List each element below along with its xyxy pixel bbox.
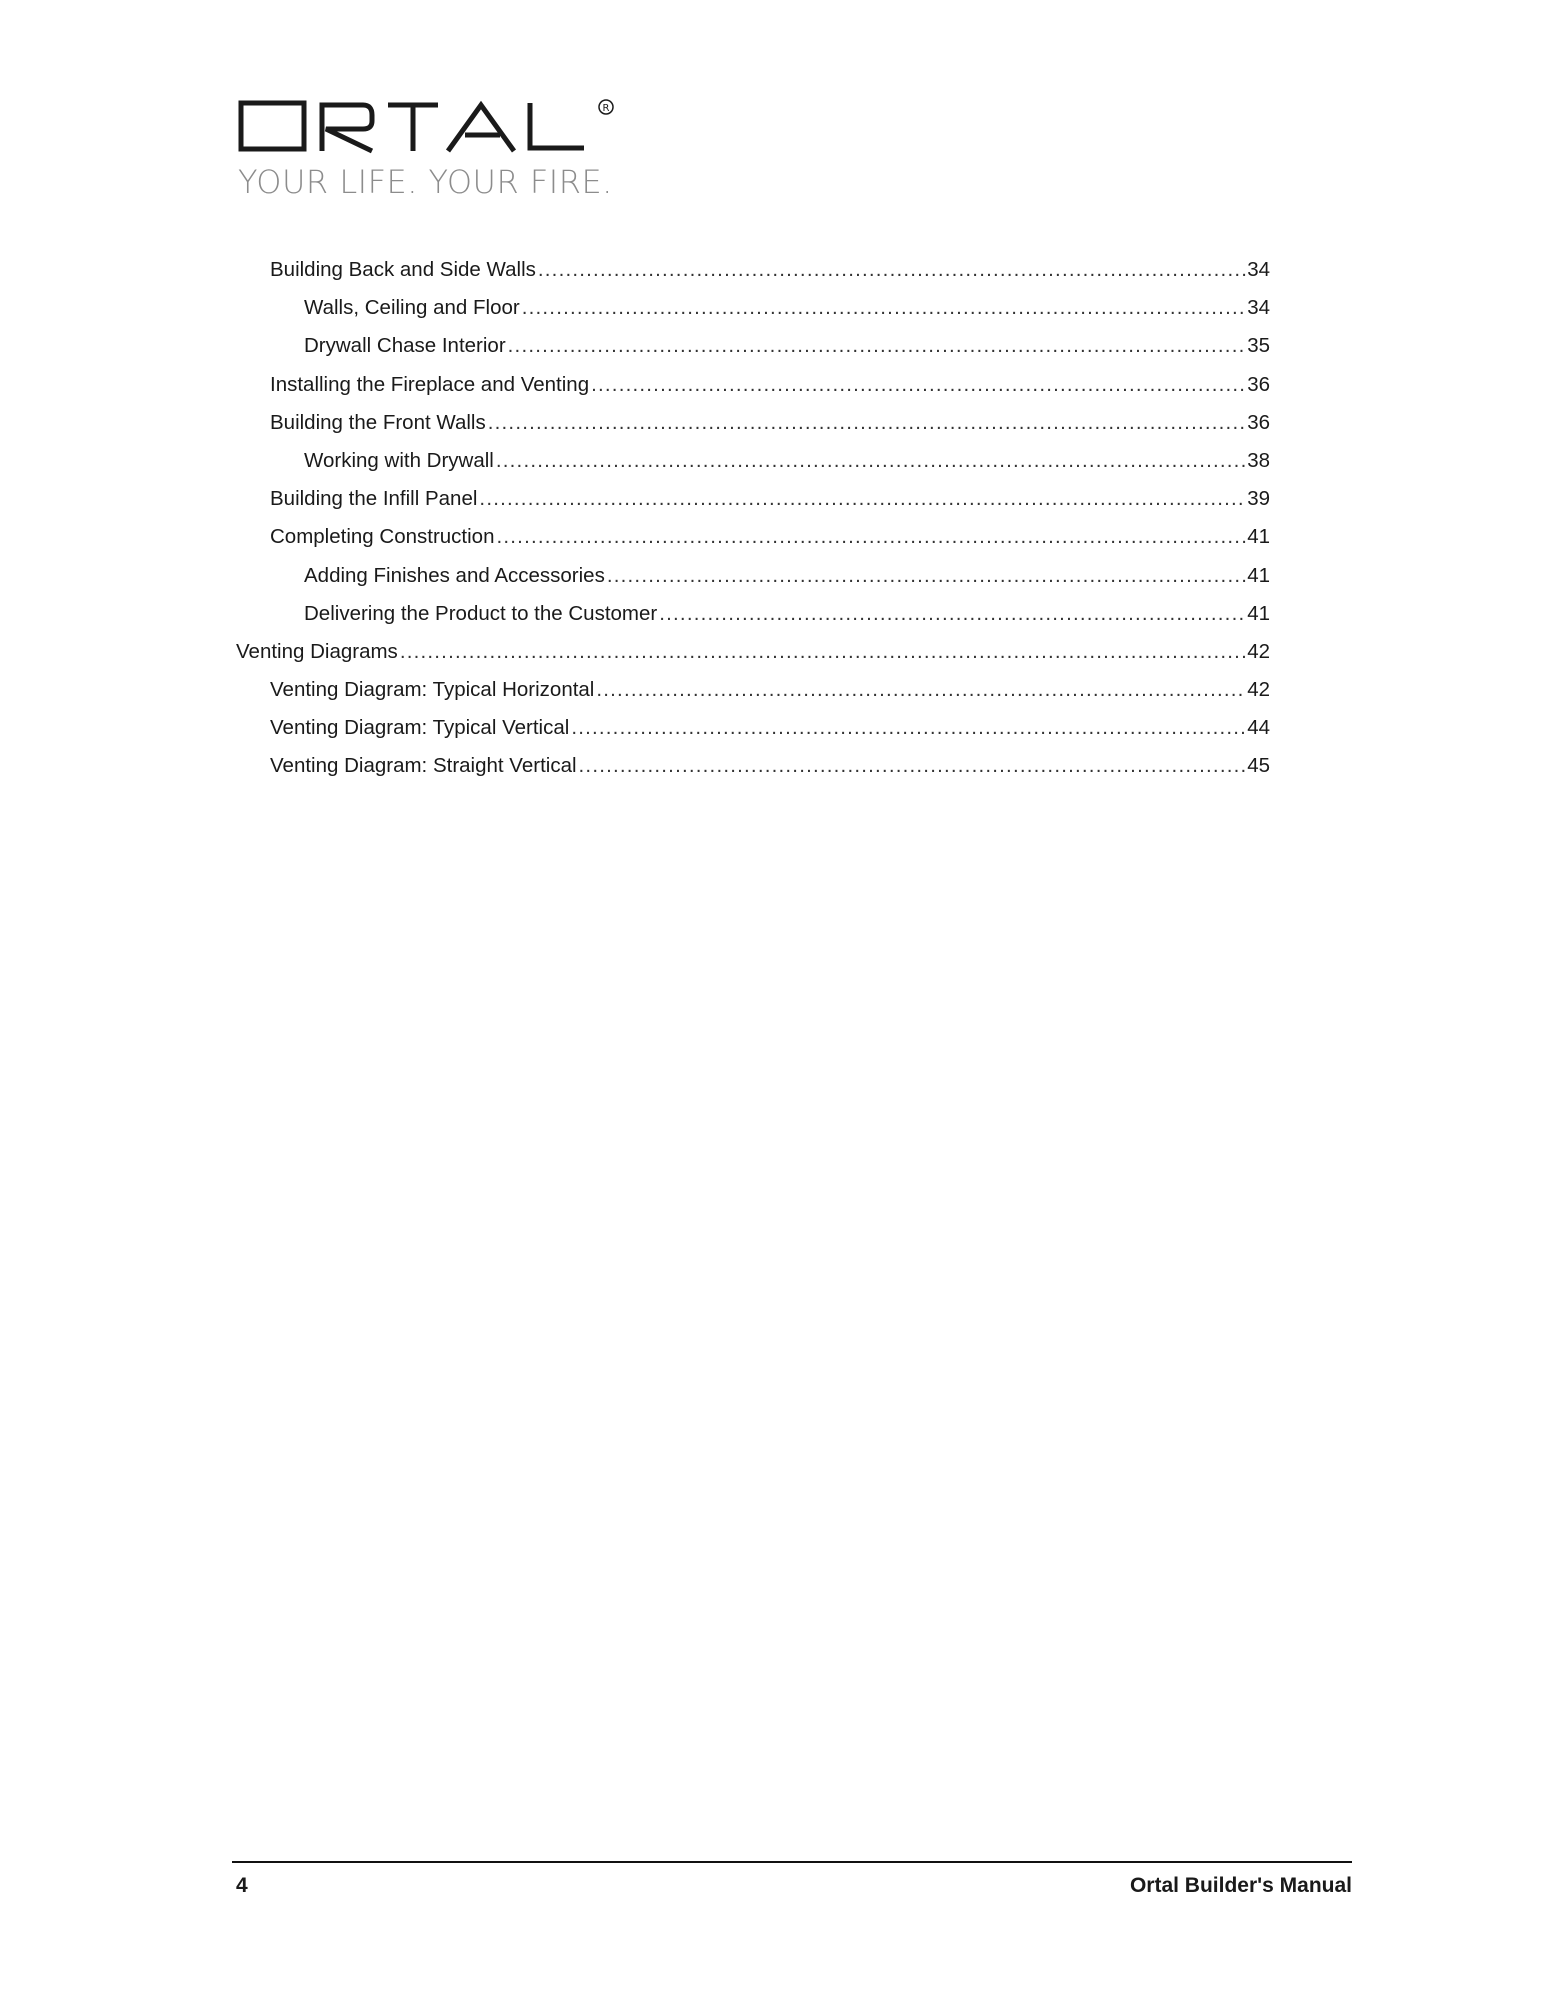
toc-entry-title: Installing the Fireplace and Venting — [270, 372, 590, 396]
toc-entry[interactable] — [236, 449, 1270, 487]
toc-dot-leader — [571, 716, 1246, 740]
toc-dot-leader — [496, 525, 1246, 549]
toc-entry[interactable] — [236, 525, 1270, 563]
toc-entry-title: Venting Diagram: Typical Horizontal — [270, 678, 595, 702]
toc-entry-page: 34 — [1247, 296, 1270, 320]
toc-entry-title: Building the Front Walls — [270, 410, 486, 434]
toc-entry[interactable] — [236, 754, 1270, 792]
toc-entry-title: Building the Infill Panel — [270, 487, 478, 511]
toc-entry[interactable] — [236, 296, 1270, 334]
toc-dot-leader — [496, 449, 1246, 473]
toc-entry[interactable] — [236, 373, 1270, 411]
ortal-logo — [238, 95, 618, 205]
svg-text:R: R — [602, 103, 610, 114]
toc-entry[interactable] — [236, 678, 1270, 716]
toc-entry[interactable] — [236, 258, 1270, 296]
footer-page-number: 4 — [236, 1874, 248, 1897]
toc-entry-page: 41 — [1247, 525, 1270, 549]
toc-entry-page: 42 — [1247, 678, 1270, 702]
table-of-contents — [236, 258, 1270, 793]
toc-entry-page: 34 — [1247, 258, 1270, 281]
toc-entry[interactable] — [236, 487, 1270, 525]
toc-dot-leader — [522, 296, 1246, 320]
toc-dot-leader — [508, 334, 1247, 358]
toc-dot-leader — [538, 258, 1246, 282]
toc-entry[interactable] — [236, 411, 1270, 449]
toc-entry-page: 35 — [1247, 334, 1270, 358]
toc-dot-leader — [479, 487, 1246, 511]
toc-entry-title: Working with Drywall — [304, 448, 494, 472]
toc-entry-page: 41 — [1247, 601, 1270, 625]
toc-entry-page: 44 — [1247, 716, 1270, 740]
toc-dot-leader — [488, 411, 1246, 435]
toc-entry-title: Venting Diagram: Straight Vertical — [270, 754, 577, 778]
toc-entry-page: 42 — [1247, 639, 1270, 663]
toc-entry-title: Completing Construction — [270, 525, 495, 549]
toc-entry-title: Adding Finishes and Accessories — [304, 563, 605, 587]
toc-entry-title: Venting Diagram: Typical Vertical — [270, 716, 570, 740]
toc-entry-page: 45 — [1247, 754, 1270, 778]
toc-entry-title: Delivering the Product to the Customer — [304, 601, 658, 625]
toc-dot-leader — [659, 602, 1246, 626]
toc-entry[interactable] — [236, 564, 1270, 602]
footer-document-title: Ortal Builder's Manual — [1129, 1874, 1352, 1897]
footer-divider — [232, 1861, 1352, 1863]
toc-entry-title: Drywall Chase Interior — [304, 334, 506, 358]
toc-dot-leader — [400, 640, 1246, 664]
toc-dot-leader — [579, 754, 1247, 778]
toc-entry-page: 41 — [1247, 563, 1270, 587]
toc-entry-page: 36 — [1247, 372, 1270, 396]
toc-entry-page: 36 — [1247, 410, 1270, 434]
toc-entry-title: Building Back and Side Walls — [270, 258, 536, 281]
toc-entry-title: Walls, Ceiling and Floor — [304, 296, 520, 320]
toc-entry-page: 39 — [1247, 487, 1270, 511]
toc-entry[interactable] — [236, 334, 1270, 372]
toc-entry[interactable] — [236, 640, 1270, 678]
toc-entry[interactable] — [236, 602, 1270, 640]
toc-dot-leader — [607, 564, 1246, 588]
toc-entry-page: 38 — [1247, 448, 1270, 472]
ortal-wordmark-icon — [238, 95, 618, 157]
toc-entry[interactable] — [236, 716, 1270, 754]
toc-entry-title: Venting Diagrams — [236, 639, 398, 663]
toc-dot-leader — [591, 373, 1246, 397]
logo-tagline: YOUR LIFE. YOUR FIRE. — [238, 163, 613, 201]
toc-dot-leader — [596, 678, 1246, 702]
